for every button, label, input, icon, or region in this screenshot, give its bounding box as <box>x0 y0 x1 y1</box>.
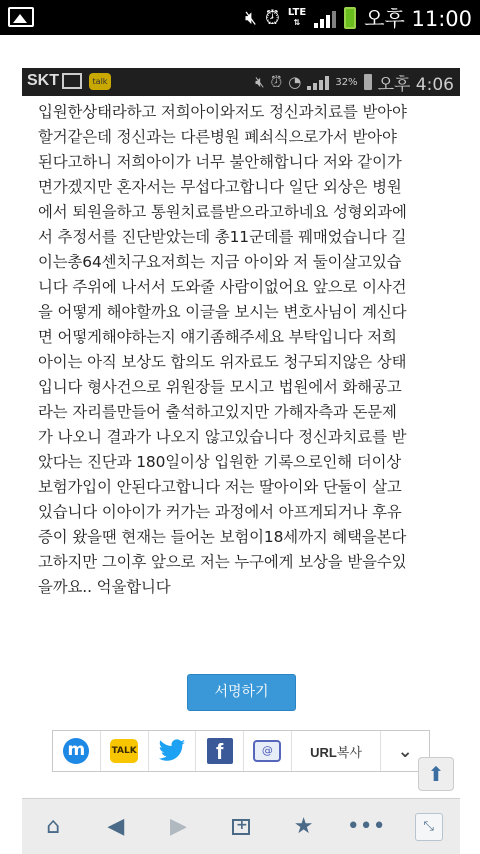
me2day-icon: m <box>63 738 89 764</box>
arrow-up-icon: ⬆ <box>427 762 445 786</box>
chevron-down-icon: ⌄ <box>397 740 413 762</box>
wifi-icon: ◔ <box>288 73 302 91</box>
copy-url-label: URL복사 <box>310 744 362 760</box>
text-line: 에서 퇴원을하고 통원치료를받으라고하네요 성형외과에 <box>38 203 407 221</box>
text-line: 을 어떻게 해야할까요 이글을 보시는 변호사님이 계신다 <box>38 303 407 321</box>
facebook-icon: f <box>207 738 233 764</box>
device-status-bar <box>0 0 480 35</box>
text-line: 니다 주위에 나서서 도와줄 사람이없어요 앞으로 이사건 <box>38 278 407 296</box>
lte-indicator: LTE ⇅ <box>287 7 307 27</box>
scroll-to-top-button[interactable] <box>418 757 454 791</box>
text-line: 가 나오니 결과가 나오지 않고있습니다 정신과치료를 받 <box>38 428 407 446</box>
text-line: 보험가입이 안된다고합니다 저는 딸아이와 단둘이 살고 <box>38 478 402 496</box>
back-button[interactable] <box>85 799 148 854</box>
text-line: 된다고하니 저희아이가 너무 불안해합니다 저와 같이가 <box>38 153 402 171</box>
mute-icon: 🔇︎ <box>245 6 258 29</box>
status-time: 오후 11:00 <box>364 7 472 31</box>
inner-status-bar <box>22 68 460 96</box>
bookmark-button[interactable] <box>272 799 335 854</box>
share-email-button[interactable] <box>244 731 292 771</box>
share-facebook-button[interactable] <box>196 731 244 771</box>
star-icon: ★ <box>293 814 314 839</box>
text-line: 증이 왔을땐 현재는 들어논 보험이18세까지 혜택을본다 <box>38 528 407 546</box>
signal-icon <box>314 8 336 28</box>
share-twitter-button[interactable] <box>149 731 197 771</box>
alarm-icon: ⏰︎ <box>270 73 283 91</box>
home-button[interactable] <box>22 799 85 854</box>
text-line: 입원한상태라하고 저희아이와저도 정신과치료를 받아야 <box>38 103 407 121</box>
email-icon: @ <box>253 740 281 762</box>
more-menu-button[interactable] <box>335 799 398 854</box>
text-line: 고하지만 그이후 앞으로 저는 누구에게 보상을 받을수있 <box>38 553 407 571</box>
twitter-icon <box>157 739 187 763</box>
share-bar <box>52 730 430 772</box>
share-me2day-button[interactable] <box>53 731 101 771</box>
text-line: 았다는 진단과 180일이상 입원한 기록으로인해 더이상 <box>38 453 402 471</box>
kakaotalk-icon: TALK <box>110 739 138 763</box>
fullscreen-icon: ⤡ <box>415 813 443 841</box>
forward-button[interactable] <box>147 799 210 854</box>
back-arrow-icon: ◀ <box>107 814 125 839</box>
browser-toolbar <box>22 798 460 854</box>
alarm-icon: ⏰︎ <box>265 6 280 29</box>
petition-body-text <box>38 100 448 600</box>
sign-petition-button[interactable]: 서명하기 <box>187 674 296 711</box>
battery-icon <box>364 74 372 90</box>
forward-arrow-icon: ▶ <box>169 814 187 839</box>
signal-icon <box>307 74 329 90</box>
share-kakaotalk-button[interactable] <box>101 731 149 771</box>
text-line: 입니다 형사건으로 위원장들 모시고 법원에서 화해공고 <box>38 378 402 396</box>
mute-icon: 🔇︎ <box>255 73 265 91</box>
new-tab-button[interactable] <box>210 799 273 854</box>
text-line: 라는 자리를만들어 출석하고있지만 가해자측과 돈문제 <box>38 403 397 421</box>
text-line: 면 어떻게해야하는지 얘기좀해주세요 부탁입니다 저희 <box>38 328 397 346</box>
tabs-icon <box>232 819 250 835</box>
fullscreen-button[interactable] <box>397 799 460 854</box>
gallery-icon <box>62 73 82 89</box>
battery-percent: 32% <box>335 76 358 88</box>
text-line: 이는총64센치구요저희는 지금 아이와 저 둘이살고있습 <box>38 253 402 271</box>
home-icon: ⌂ <box>46 814 61 839</box>
more-dots-icon: ••• <box>346 814 386 839</box>
inner-time: 오후 4:06 <box>377 74 454 95</box>
kakaotalk-icon: talk <box>89 73 111 90</box>
text-line: 을까요.. 억울합니다 <box>38 578 171 596</box>
battery-icon <box>344 7 356 29</box>
carrier-label: SKT <box>27 72 59 89</box>
text-line: 있습니다 이아이가 커가는 과정에서 아프게되거나 후유 <box>38 503 402 521</box>
text-line: 아이는 아직 보상도 합의도 위자료도 청구되지않은 상태 <box>38 353 407 371</box>
text-line: 면가겠지만 혼자서는 무섭다고합니다 일단 외상은 병원 <box>38 178 402 196</box>
text-line: 서 추정서를 진단받았는데 총11군데를 꿰매었습니다 길 <box>38 228 407 246</box>
gallery-notification-icon <box>8 7 34 27</box>
copy-url-button[interactable] <box>292 731 382 771</box>
text-line: 할거같은데 정신과는 다른병원 폐쇠식으로가서 받아야 <box>38 128 397 146</box>
